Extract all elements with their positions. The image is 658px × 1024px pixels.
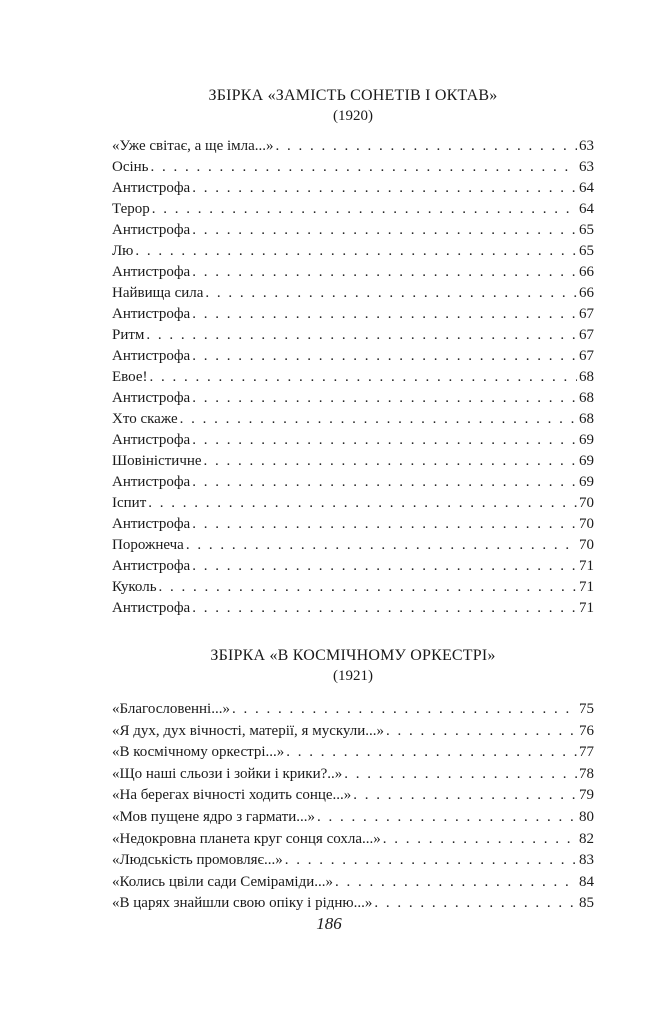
dot-leader bbox=[276, 136, 577, 157]
toc-entry-page: 75 bbox=[579, 701, 594, 717]
toc-entry-page: 69 bbox=[579, 432, 594, 448]
toc-entry-title: «На берегах вічності ходить сонце...» bbox=[112, 787, 352, 804]
toc-entry-page: 80 bbox=[579, 808, 594, 825]
toc-entry-title: Антистрофа bbox=[112, 558, 191, 574]
toc-entry-title: «Благословенні...» bbox=[112, 701, 230, 717]
toc-entry bbox=[112, 157, 594, 178]
toc-entry bbox=[112, 178, 594, 199]
toc-entry-title: «Я дух, дух вічності, матерії, я мускули...» bbox=[112, 722, 385, 739]
toc-section-cosmic-orchestra bbox=[112, 646, 594, 915]
toc-entry bbox=[112, 304, 594, 325]
toc-entry-title: Антистрофа bbox=[112, 516, 191, 532]
toc-entry-title: Ритм bbox=[112, 327, 145, 343]
dot-leader bbox=[135, 241, 577, 262]
toc-list bbox=[112, 699, 594, 915]
toc-entry-title: «Людськість промовляє...» bbox=[112, 852, 283, 869]
toc-entry bbox=[112, 493, 594, 514]
dot-leader bbox=[192, 472, 577, 493]
toc-entry bbox=[112, 893, 594, 915]
dot-leader bbox=[386, 721, 577, 743]
toc-entry-page: 69 bbox=[579, 474, 594, 490]
toc-entry bbox=[112, 721, 594, 743]
toc-entry-title: «Що наші сльози і зойки і крики?..» bbox=[112, 765, 343, 782]
toc-entry bbox=[112, 346, 594, 367]
toc-entry-title: «В царях знайшли свою опіку і рідню...» bbox=[112, 895, 373, 912]
toc-entry bbox=[112, 388, 594, 409]
toc-section-sonnets bbox=[112, 86, 594, 619]
dot-leader bbox=[232, 699, 577, 721]
toc-entry-title: «Недокровна планета круг сонця сохла...» bbox=[112, 830, 381, 847]
toc-entry bbox=[112, 325, 594, 346]
toc-entry-title: Хто скаже bbox=[112, 411, 178, 427]
toc-entry-page: 66 bbox=[579, 264, 594, 280]
toc-entry bbox=[112, 367, 594, 388]
dot-leader bbox=[192, 220, 577, 241]
section-title: ЗБІРКА «В КОСМІЧНОМУ ОРКЕСТРІ» bbox=[210, 647, 496, 664]
toc-entry-page: 70 bbox=[579, 516, 594, 532]
section-title: ЗБІРКА «ЗАМІСТЬ СОНЕТІВ І ОКТАВ» bbox=[208, 87, 498, 104]
toc-entry bbox=[112, 241, 594, 262]
toc-entry-title: Антистрофа bbox=[112, 180, 191, 196]
toc-entry-page: 85 bbox=[579, 895, 594, 912]
toc-entry bbox=[112, 283, 594, 304]
toc-entry-title: «Колись цвіли сади Семіраміди...» bbox=[112, 873, 334, 890]
toc-entry bbox=[112, 430, 594, 451]
dot-leader bbox=[192, 304, 577, 325]
page-number: 186 bbox=[316, 914, 342, 933]
dot-leader bbox=[205, 283, 577, 304]
toc-entry-page: 78 bbox=[579, 765, 594, 782]
toc-entry-title: «Уже світає, а ще імла...» bbox=[112, 138, 274, 154]
toc-entry-page: 76 bbox=[579, 722, 594, 739]
dot-leader bbox=[344, 764, 577, 786]
toc-entry bbox=[112, 598, 594, 619]
toc-entry bbox=[112, 764, 594, 786]
dot-leader bbox=[192, 262, 577, 283]
dot-leader bbox=[192, 598, 577, 619]
toc-entry bbox=[112, 220, 594, 241]
toc-entry-title: Антистрофа bbox=[112, 222, 191, 238]
toc-entry-title: «В космічному оркестрі...» bbox=[112, 744, 285, 761]
toc-entry-title: «Мов пущене ядро з гармати...» bbox=[112, 808, 315, 825]
toc-entry bbox=[112, 472, 594, 493]
toc-entry-page: 71 bbox=[579, 600, 594, 616]
toc-entry-page: 71 bbox=[579, 558, 594, 574]
toc-entry-page: 67 bbox=[579, 348, 594, 364]
toc-entry-title: Шовіністичне bbox=[112, 453, 202, 469]
dot-leader bbox=[192, 388, 577, 409]
dot-leader bbox=[383, 829, 577, 851]
toc-entry bbox=[112, 451, 594, 472]
dot-leader bbox=[192, 346, 577, 367]
toc-entry bbox=[112, 409, 594, 430]
dot-leader bbox=[148, 493, 577, 514]
toc-entry bbox=[112, 785, 594, 807]
toc-entry-page: 70 bbox=[579, 537, 594, 553]
toc-entry-title: Терор bbox=[112, 201, 150, 217]
toc-entry-page: 65 bbox=[579, 222, 594, 238]
toc-entry-page: 68 bbox=[579, 369, 594, 385]
dot-leader bbox=[286, 742, 577, 764]
dot-leader bbox=[192, 178, 577, 199]
toc-entry-page: 66 bbox=[579, 285, 594, 301]
dot-leader bbox=[192, 514, 577, 535]
toc-entry-page: 69 bbox=[579, 453, 594, 469]
toc-entry-title: Антистрофа bbox=[112, 390, 191, 406]
toc-entry-page: 83 bbox=[579, 852, 594, 869]
toc-entry-title: Порожнеча bbox=[112, 537, 184, 553]
toc-entry-page: 82 bbox=[579, 830, 594, 847]
toc-entry-page: 64 bbox=[579, 201, 594, 217]
toc-entry-title: Антистрофа bbox=[112, 474, 191, 490]
toc-list bbox=[112, 136, 594, 619]
toc-entry-page: 67 bbox=[579, 306, 594, 322]
toc-entry bbox=[112, 556, 594, 577]
toc-entry-page: 77 bbox=[579, 744, 594, 761]
toc-entry-title: Найвища сила bbox=[112, 285, 204, 301]
toc-entry-page: 71 bbox=[579, 579, 594, 595]
toc-entry bbox=[112, 807, 594, 829]
toc-entry-page: 68 bbox=[579, 390, 594, 406]
toc-entry-title: Антистрофа bbox=[112, 264, 191, 280]
dot-leader bbox=[180, 409, 577, 430]
toc-entry bbox=[112, 199, 594, 220]
dot-leader bbox=[149, 367, 577, 388]
dot-leader bbox=[317, 807, 577, 829]
dot-leader bbox=[374, 893, 577, 915]
dot-leader bbox=[186, 535, 577, 556]
toc-entry-title: Антистрофа bbox=[112, 432, 191, 448]
toc-entry-page: 63 bbox=[579, 138, 594, 154]
toc-entry-page: 65 bbox=[579, 243, 594, 259]
toc-entry bbox=[112, 699, 594, 721]
toc-entry-title: Антистрофа bbox=[112, 600, 191, 616]
dot-leader bbox=[146, 325, 577, 346]
toc-entry-title: Антистрофа bbox=[112, 306, 191, 322]
toc-entry-page: 70 bbox=[579, 495, 594, 511]
toc-entry-page: 64 bbox=[579, 180, 594, 196]
toc-entry bbox=[112, 514, 594, 535]
toc-entry-page: 63 bbox=[579, 159, 594, 175]
dot-leader bbox=[159, 577, 577, 598]
dot-leader bbox=[353, 785, 577, 807]
dot-leader bbox=[335, 872, 577, 894]
dot-leader bbox=[192, 430, 577, 451]
toc-entry-page: 68 bbox=[579, 411, 594, 427]
toc-entry bbox=[112, 577, 594, 598]
toc-entry bbox=[112, 742, 594, 764]
toc-entry-page: 67 bbox=[579, 327, 594, 343]
section-year: (1920) bbox=[333, 108, 373, 124]
toc-entry bbox=[112, 136, 594, 157]
toc-entry bbox=[112, 262, 594, 283]
toc-entry-title: Осінь bbox=[112, 159, 149, 175]
dot-leader bbox=[152, 199, 577, 220]
dot-leader bbox=[151, 157, 577, 178]
toc-entry bbox=[112, 535, 594, 556]
toc-entry-title: Лю bbox=[112, 243, 134, 259]
toc-entry-page: 79 bbox=[579, 787, 594, 804]
toc-entry-title: Антистрофа bbox=[112, 348, 191, 364]
toc-entry bbox=[112, 829, 594, 851]
toc-entry-page: 84 bbox=[579, 873, 594, 890]
section-year: (1921) bbox=[333, 668, 373, 684]
toc-entry bbox=[112, 850, 594, 872]
toc-entry-title: Іспит bbox=[112, 495, 147, 511]
toc-entry-title: Куколь bbox=[112, 579, 157, 595]
dot-leader bbox=[285, 850, 577, 872]
toc-entry bbox=[112, 872, 594, 894]
dot-leader bbox=[192, 556, 577, 577]
toc-entry-title: Евое! bbox=[112, 369, 148, 385]
dot-leader bbox=[204, 451, 577, 472]
